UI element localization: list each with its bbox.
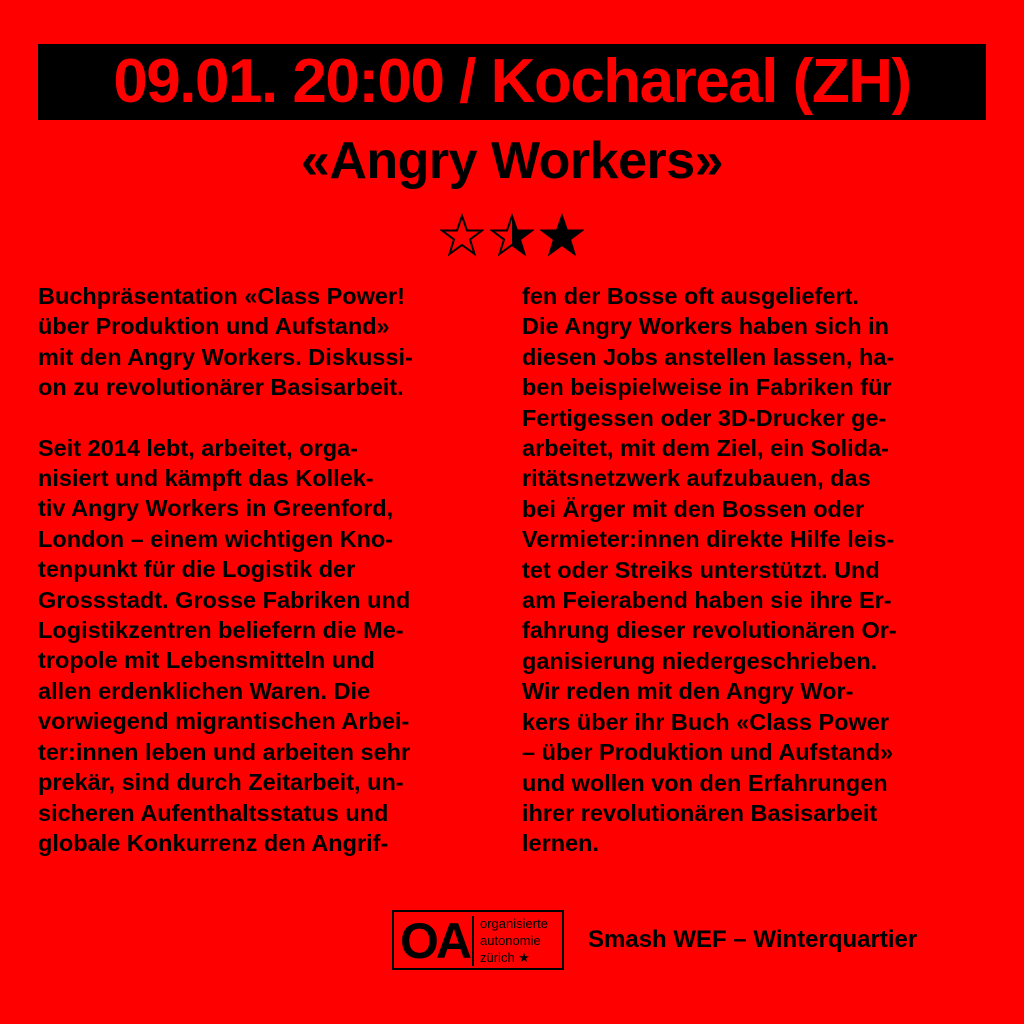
logo-line: zürich ★ — [480, 950, 530, 965]
text-line: diesen Jobs anstellen lassen, ha- — [522, 343, 895, 370]
text-line: bei Ärger mit den Bossen oder — [522, 495, 865, 522]
event-date-location: 09.01. 20:00 / Kochareal (ZH) — [113, 47, 911, 116]
text-line: tenpunkt für die Logistik der — [38, 556, 356, 583]
text-line — [38, 403, 508, 433]
text-line: allen erdenklichen Waren. Die — [38, 677, 371, 704]
text-line: ritätsnetzwerk aufzubauen, das — [522, 465, 871, 492]
footer — [392, 910, 992, 972]
text-line: kers über ihr Buch «Class Power — [522, 708, 890, 735]
text-line: über Produktion und Aufstand» — [38, 313, 390, 340]
star-rating — [0, 213, 1024, 257]
text-line: London – einem wichtigen Kno- — [38, 525, 394, 552]
logo-line: organisierte — [480, 916, 548, 931]
event-title: «Angry Workers» — [300, 132, 724, 190]
text-line: tet oder Streiks unterstützt. Und — [522, 556, 880, 583]
text-line: globale Konkurrenz den Angrif- — [38, 829, 389, 856]
text-line: vorwiegend migrantischen Arbei- — [38, 708, 410, 735]
text-column-left — [38, 281, 508, 881]
text-line: am Feierabend haben sie ihre Er- — [522, 587, 892, 614]
text-line: Wir reden mit den Angry Wor- — [522, 678, 854, 705]
text-line: lernen. — [522, 830, 600, 857]
text-line: ihrer revolutionären Basisarbeit — [522, 799, 878, 826]
text-line: prekär, sind durch Zeitarbeit, un- — [38, 769, 404, 796]
logo-text — [480, 915, 564, 966]
text-line: und wollen von den Erfahrungen — [522, 769, 888, 796]
text-line: nisiert und kämpft das Kollek- — [38, 465, 374, 492]
text-line: Seit 2014 lebt, arbeitet, orga- — [38, 434, 358, 461]
text-line: arbeitet, mit dem Ziel, ein Solida- — [522, 435, 889, 462]
text-line: Grossstadt. Grosse Fabriken und — [38, 586, 411, 613]
text-line: mit den Angry Workers. Diskussi- — [38, 343, 413, 370]
footer-tagline: Smash WEF – Winterquartier — [588, 926, 918, 953]
logo-line: autonomie — [480, 933, 541, 948]
star-half-icon — [490, 213, 534, 257]
text-line: Die Angry Workers haben sich in — [522, 313, 889, 340]
star-filled-icon — [540, 213, 584, 257]
text-line: on zu revolutionärer Basisarbeit. — [38, 374, 404, 401]
text-line: Logistikzentren beliefern die Me- — [38, 617, 404, 644]
text-line: fen der Bosse oft ausgeliefert. — [522, 283, 859, 309]
text-line: ben beispielweise in Fabriken für — [522, 374, 892, 401]
star-outline-icon — [440, 213, 484, 257]
logo-mark: OA — [400, 913, 469, 969]
text-line: ter:innen leben und arbeiten sehr — [38, 738, 411, 765]
text-line: Fertigessen oder 3D-Drucker ge- — [522, 404, 887, 431]
text-line: tiv Angry Workers in Greenford, — [38, 495, 394, 522]
logo-divider — [472, 916, 474, 966]
text-line: Buchpräsentation «Class Power! — [38, 283, 405, 309]
text-column-right — [522, 281, 992, 881]
text-line: ganisierung niedergeschrieben. — [522, 647, 878, 674]
text-line: Vermieter:innen direkte Hilfe leis- — [522, 526, 895, 553]
header-bar — [38, 44, 986, 120]
text-line: fahrung dieser revolutionären Or- — [522, 617, 897, 644]
text-line: sicheren Aufenthaltsstatus und — [38, 799, 389, 826]
text-line: – über Produktion und Aufstand» — [522, 739, 894, 766]
text-line: tropole mit Lebensmitteln und — [38, 647, 375, 674]
oa-logo — [392, 910, 564, 970]
